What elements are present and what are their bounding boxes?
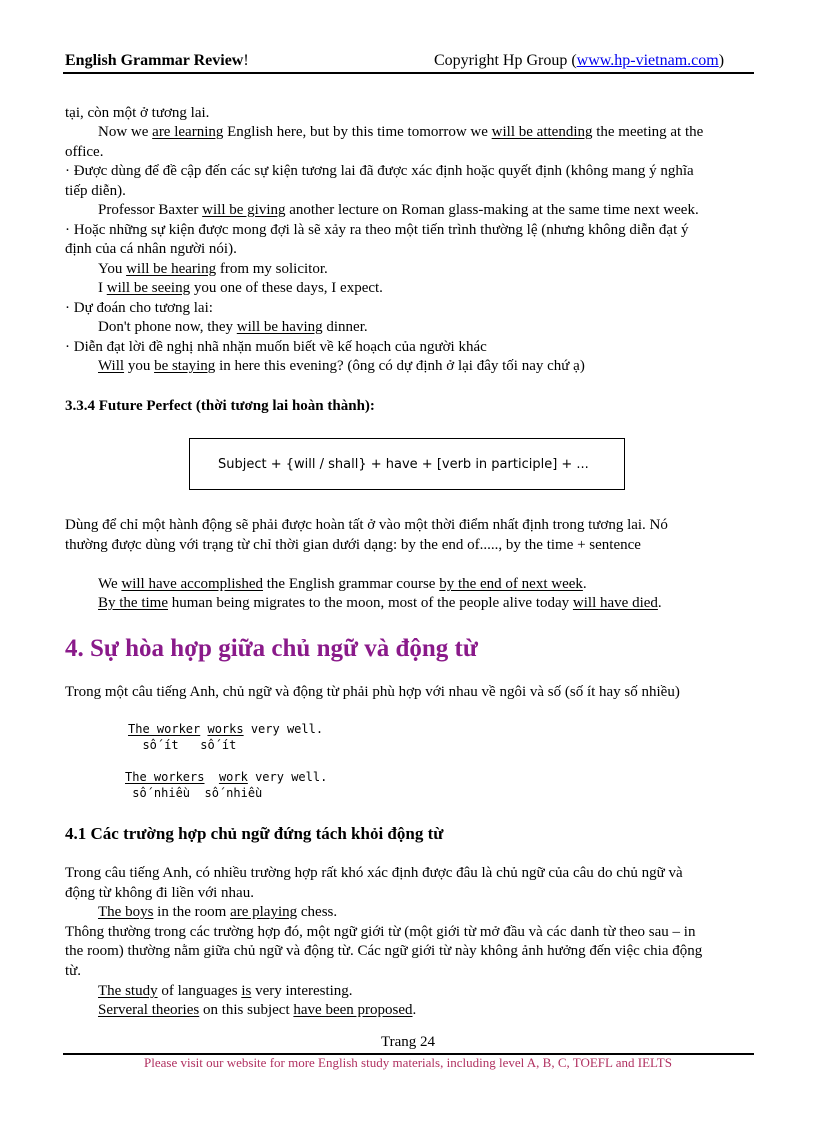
example-sentence: Will you be staying in here this evening? (ông có dự định ở lại đây tối nay chứ ạ) [98, 358, 585, 374]
paragraph-line: Dùng để chỉ một hành động sẽ phải được hoàn tất ở vào một thời điểm nhất định trong tương lai. Nó [65, 517, 668, 533]
paragraph-line: Thông thường trong các trường hợp đó, một ngữ giới từ (một giới từ mở đầu và các danh từ theo sau – in [65, 924, 696, 940]
paragraph-line: Trong một câu tiếng Anh, chủ ngữ và động từ phải phù hợp với nhau về ngôi và số (số ít hay số nhiều) [65, 684, 680, 700]
formula-box: Subject + {will / shall} + have + [verb in participle] + ... [189, 438, 625, 490]
paragraph-line: thường được dùng với trạng từ chỉ thời gian dưới dạng: by the end of....., by the time + sentence [65, 537, 641, 553]
paragraph-line: động từ không đi liền với nhau. [65, 885, 254, 901]
example-sentence: Professor Baxter will be giving another lecture on Roman glass-making at the same time next week. [98, 202, 699, 218]
agreement-label: số nhiều số nhiều [125, 786, 263, 800]
paragraph-line: the room) thường nằm giữa chủ ngữ và động từ. Các ngữ giới từ này không ảnh hưởng đến việc chia động [65, 943, 703, 959]
header-copyright: Copyright Hp Group (www.hp-vietnam.com) [434, 52, 725, 69]
usage-note: tiếp diễn). [65, 183, 126, 199]
paragraph-line: tại, còn một ở tương lai. [65, 105, 210, 121]
page-number: Trang 24 [380, 1034, 436, 1050]
paragraph-line: từ. [65, 963, 82, 979]
example-sentence: You will be hearing from my solicitor. [98, 261, 328, 277]
usage-note: · Hoặc những sự kiện được mong đợi là sẽ xảy ra theo một tiến trình thường lệ (nhưng không diễn đạt ý [65, 222, 689, 238]
header-rule [63, 72, 754, 74]
agreement-example: The workers work very well. [125, 770, 328, 784]
header-title: English Grammar Review! [65, 52, 249, 69]
example-sentence: Don't phone now, they will be having dinner. [98, 319, 368, 335]
example-sentence: I will be seeing you one of these days, I expect. [98, 280, 383, 296]
usage-note: · Diễn đạt lời đề nghị nhã nhặn muốn biết về kế hoạch của người khác [65, 339, 487, 355]
example-sentence: Now we are learning English here, but by this time tomorrow we will be attending the meeting at the [98, 124, 704, 140]
example-sentence: The boys in the room are playing chess. [98, 904, 338, 920]
usage-note: · Được dùng để đề cập đến các sự kiện tương lai đã được xác định hoặc quyết định (không mang ý nghĩa [65, 163, 694, 179]
example-sentence: By the time human being migrates to the moon, most of the people alive today will have died. [98, 595, 662, 611]
paragraph-line: office. [65, 144, 104, 160]
footer-note: Please visit our website for more English study materials, including level A, B, C, TOEFL and IELTS [144, 1055, 672, 1070]
section-heading-4-1: 4.1 Các trường hợp chủ ngữ đứng tách khỏi động từ [65, 824, 444, 843]
usage-note: · Dự đoán cho tương lai: [65, 300, 213, 316]
website-link[interactable]: www.hp-vietnam.com [576, 52, 719, 69]
usage-note: định của cá nhân người nói). [65, 241, 237, 257]
section-heading-4: 4. Sự hòa hợp giữa chủ ngữ và động từ [65, 635, 478, 662]
example-sentence: The study of languages is very interesting. [98, 983, 353, 999]
agreement-example: The worker works very well. [128, 722, 324, 736]
paragraph-line: Trong câu tiếng Anh, có nhiều trường hợp rất khó xác định được đâu là chủ ngữ của câu do chủ ngữ và [65, 865, 683, 881]
example-sentence: We will have accomplished the English grammar course by the end of next week. [98, 576, 587, 592]
section-heading-3-3-4: 3.3.4 Future Perfect (thời tương lai hoàn thành): [65, 398, 375, 414]
agreement-label: số ít số ít [128, 738, 237, 752]
example-sentence: Serveral theories on this subject have been proposed. [98, 1002, 417, 1018]
